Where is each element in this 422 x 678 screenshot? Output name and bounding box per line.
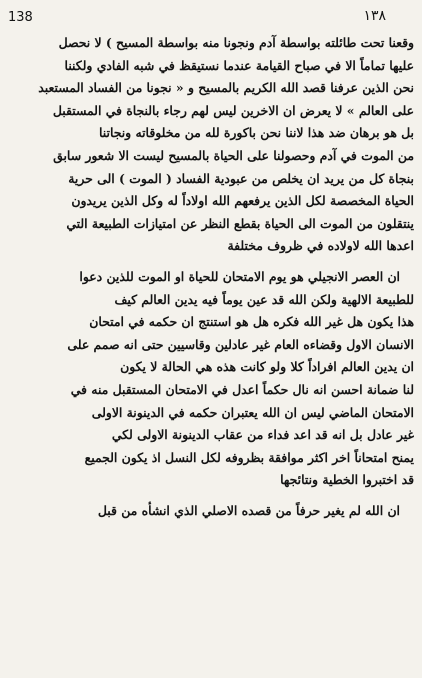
text-line: بنجاة كل من يريد ان يخلص من عبودية الفساد ( الموت ) الى حرية <box>68 170 414 186</box>
text-line: ان يدين العالم افراداً كلا ولو كانت هذه هي الحالة لا يكون <box>120 359 414 375</box>
text-line: للطبيعة الالهية ولكن الله قد عين يوماً فيه يدين العالم كيف <box>114 291 414 307</box>
text-line: لنا ضمانة احسن انه نال حكماً اعدل في الامتحان المستقبل منه في <box>70 381 414 397</box>
text-line: الامتحان الماضي ليس ان الله يعتبران حكمه في الدينونة الاولى <box>91 404 414 420</box>
paragraph-3 <box>10 500 414 523</box>
text-line: على العالم » لا يعرض ان الاخرين ليس لهم رجاء بالنجاة في المستقبل <box>52 102 414 118</box>
page-number-arabic: ١٣٨ <box>363 8 386 24</box>
text-line: بل هو برهان ضد هذا لاننا نحن باكورة لله من مخلوقاته ونجاتنا <box>98 125 414 141</box>
paragraph-1 <box>10 32 414 258</box>
text-line: قد اختبروا الخطية ونتائجها <box>280 472 414 488</box>
text-line: ان العصر الانجيلي هو يوم الامتحان للحياة او الموت للذين دعوا <box>79 268 400 284</box>
text-line: عليها تماماً الا في صباح القيامة عندما نستيقظ في شبه الفادي ولكننا <box>64 57 414 73</box>
text-line: من الموت في آدم وحصولنا على الحياة بالمسيح ليست الا شعور سابق <box>53 147 414 163</box>
paragraph-gap <box>10 492 414 500</box>
text-line: وقعنا تحت طائلته بواسطة آدم ونجونا منه بواسطة المسيح ) لا نحصل <box>58 35 414 50</box>
text-line: الانسان الاول وقضاءه العام غير عادلين وقاسيين حتى انه صمم على <box>67 336 414 352</box>
body-text <box>10 32 414 522</box>
text-line: الحياة المخصصة لكل الذين يرفعهم الله اولاداً له وكل الذين يريدون <box>71 193 414 209</box>
page-number-latin: 138 <box>8 10 33 25</box>
text-line: غير عادل بل انه قد اعد فداء من عقاب الدينونة الاولى لكي <box>111 427 414 443</box>
paragraph-2 <box>10 266 414 492</box>
text-line: ان الله لم يغير حرفاً من قصده الاصلي الذي انشأه من قبل <box>97 502 400 518</box>
text-line: اعدها الله لاولاده في ظروف مختلفة <box>227 238 414 254</box>
text-line: هذا يكون هل غير الله فكره هل هو استنتج ان حكمه في امتحان <box>89 314 414 330</box>
text-line: نحن الذين عرفنا قصد الله الكريم بالمسيح و « نجونا من الفساد المستعبد <box>38 80 414 96</box>
paragraph-gap <box>10 258 414 266</box>
text-line: ينتقلون من الموت الى الحياة بقطع النظر عن امتيازات الطبيعة التي <box>66 215 414 231</box>
text-line: يمنح امتحاناً اخر اكثر موافقة بظروفه لكل النسل اذ يكون الجميع <box>84 449 414 465</box>
